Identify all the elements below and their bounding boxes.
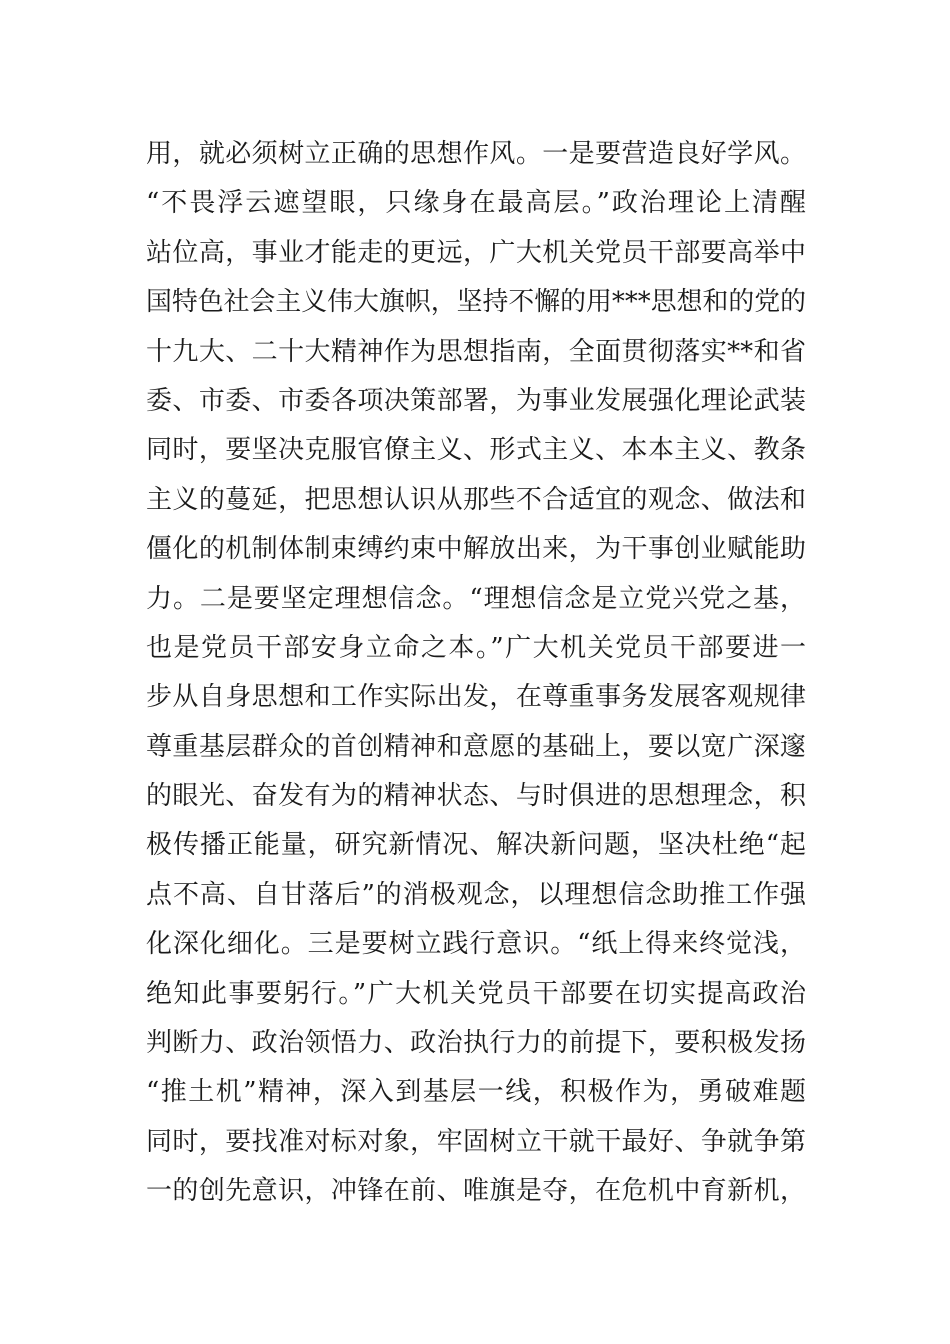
text-line: 十九大、二十大精神作为思想指南，全面贯彻落实**和省 bbox=[146, 336, 806, 367]
body-text bbox=[146, 130, 806, 1217]
text-line: 极传播正能量，研究新情况、解决新问题，坚决杜绝“起 bbox=[146, 830, 806, 861]
text-line: 一的创先意识，冲锋在前、唯旗是夺，在危机中育新机， bbox=[146, 1176, 806, 1207]
text-line: 国特色社会主义伟大旗帜，坚持不懈的用***思想和的党的 bbox=[146, 287, 806, 318]
text-line: 委、市委、市委各项决策部署，为事业发展强化理论武装 bbox=[146, 385, 806, 416]
text-line: 绝知此事要躬行。”广大机关党员干部要在切实提高政治 bbox=[146, 978, 806, 1009]
text-line: 化深化细化。三是要树立践行意识。“纸上得来终觉浅， bbox=[146, 929, 806, 960]
text-line: 力。二是要坚定理想信念。“理想信念是立党兴党之基， bbox=[146, 583, 806, 614]
text-line: 判断力、政治领悟力、政治执行力的前提下，要积极发扬 bbox=[146, 1028, 806, 1059]
text-line: 用，就必须树立正确的思想作风。一是要营造良好学风。 bbox=[146, 139, 806, 169]
text-line: 同时，要找准对标对象，牢固树立干就干最好、争就争第 bbox=[146, 1126, 806, 1157]
text-line: 同时，要坚决克服官僚主义、形式主义、本本主义、教条 bbox=[146, 435, 806, 466]
text-line: “推土机”精神，深入到基层一线，积极作为，勇破难题 bbox=[146, 1077, 806, 1108]
text-line: 的眼光、奋发有为的精神状态、与时俱进的思想理念，积 bbox=[146, 781, 806, 812]
text-line: “不畏浮云遮望眼，只缘身在最高层。”政治理论上清醒 bbox=[146, 188, 806, 219]
text-line: 点不高、自甘落后”的消极观念，以理想信念助推工作强 bbox=[146, 879, 806, 910]
text-line: 尊重基层群众的首创精神和意愿的基础上，要以宽广深邃 bbox=[146, 731, 806, 762]
text-line: 步从自身思想和工作实际出发，在尊重事务发展客观规律 bbox=[146, 682, 806, 713]
text-line: 僵化的机制体制束缚约束中解放出来，为干事创业赋能助 bbox=[146, 534, 806, 565]
text-line: 也是党员干部安身立命之本。”广大机关党员干部要进一 bbox=[146, 632, 806, 663]
text-line: 主义的蔓延，把思想认识从那些不合适宜的观念、做法和 bbox=[146, 484, 806, 515]
text-line: 站位高，事业才能走的更远，广大机关党员干部要高举中 bbox=[146, 237, 806, 268]
